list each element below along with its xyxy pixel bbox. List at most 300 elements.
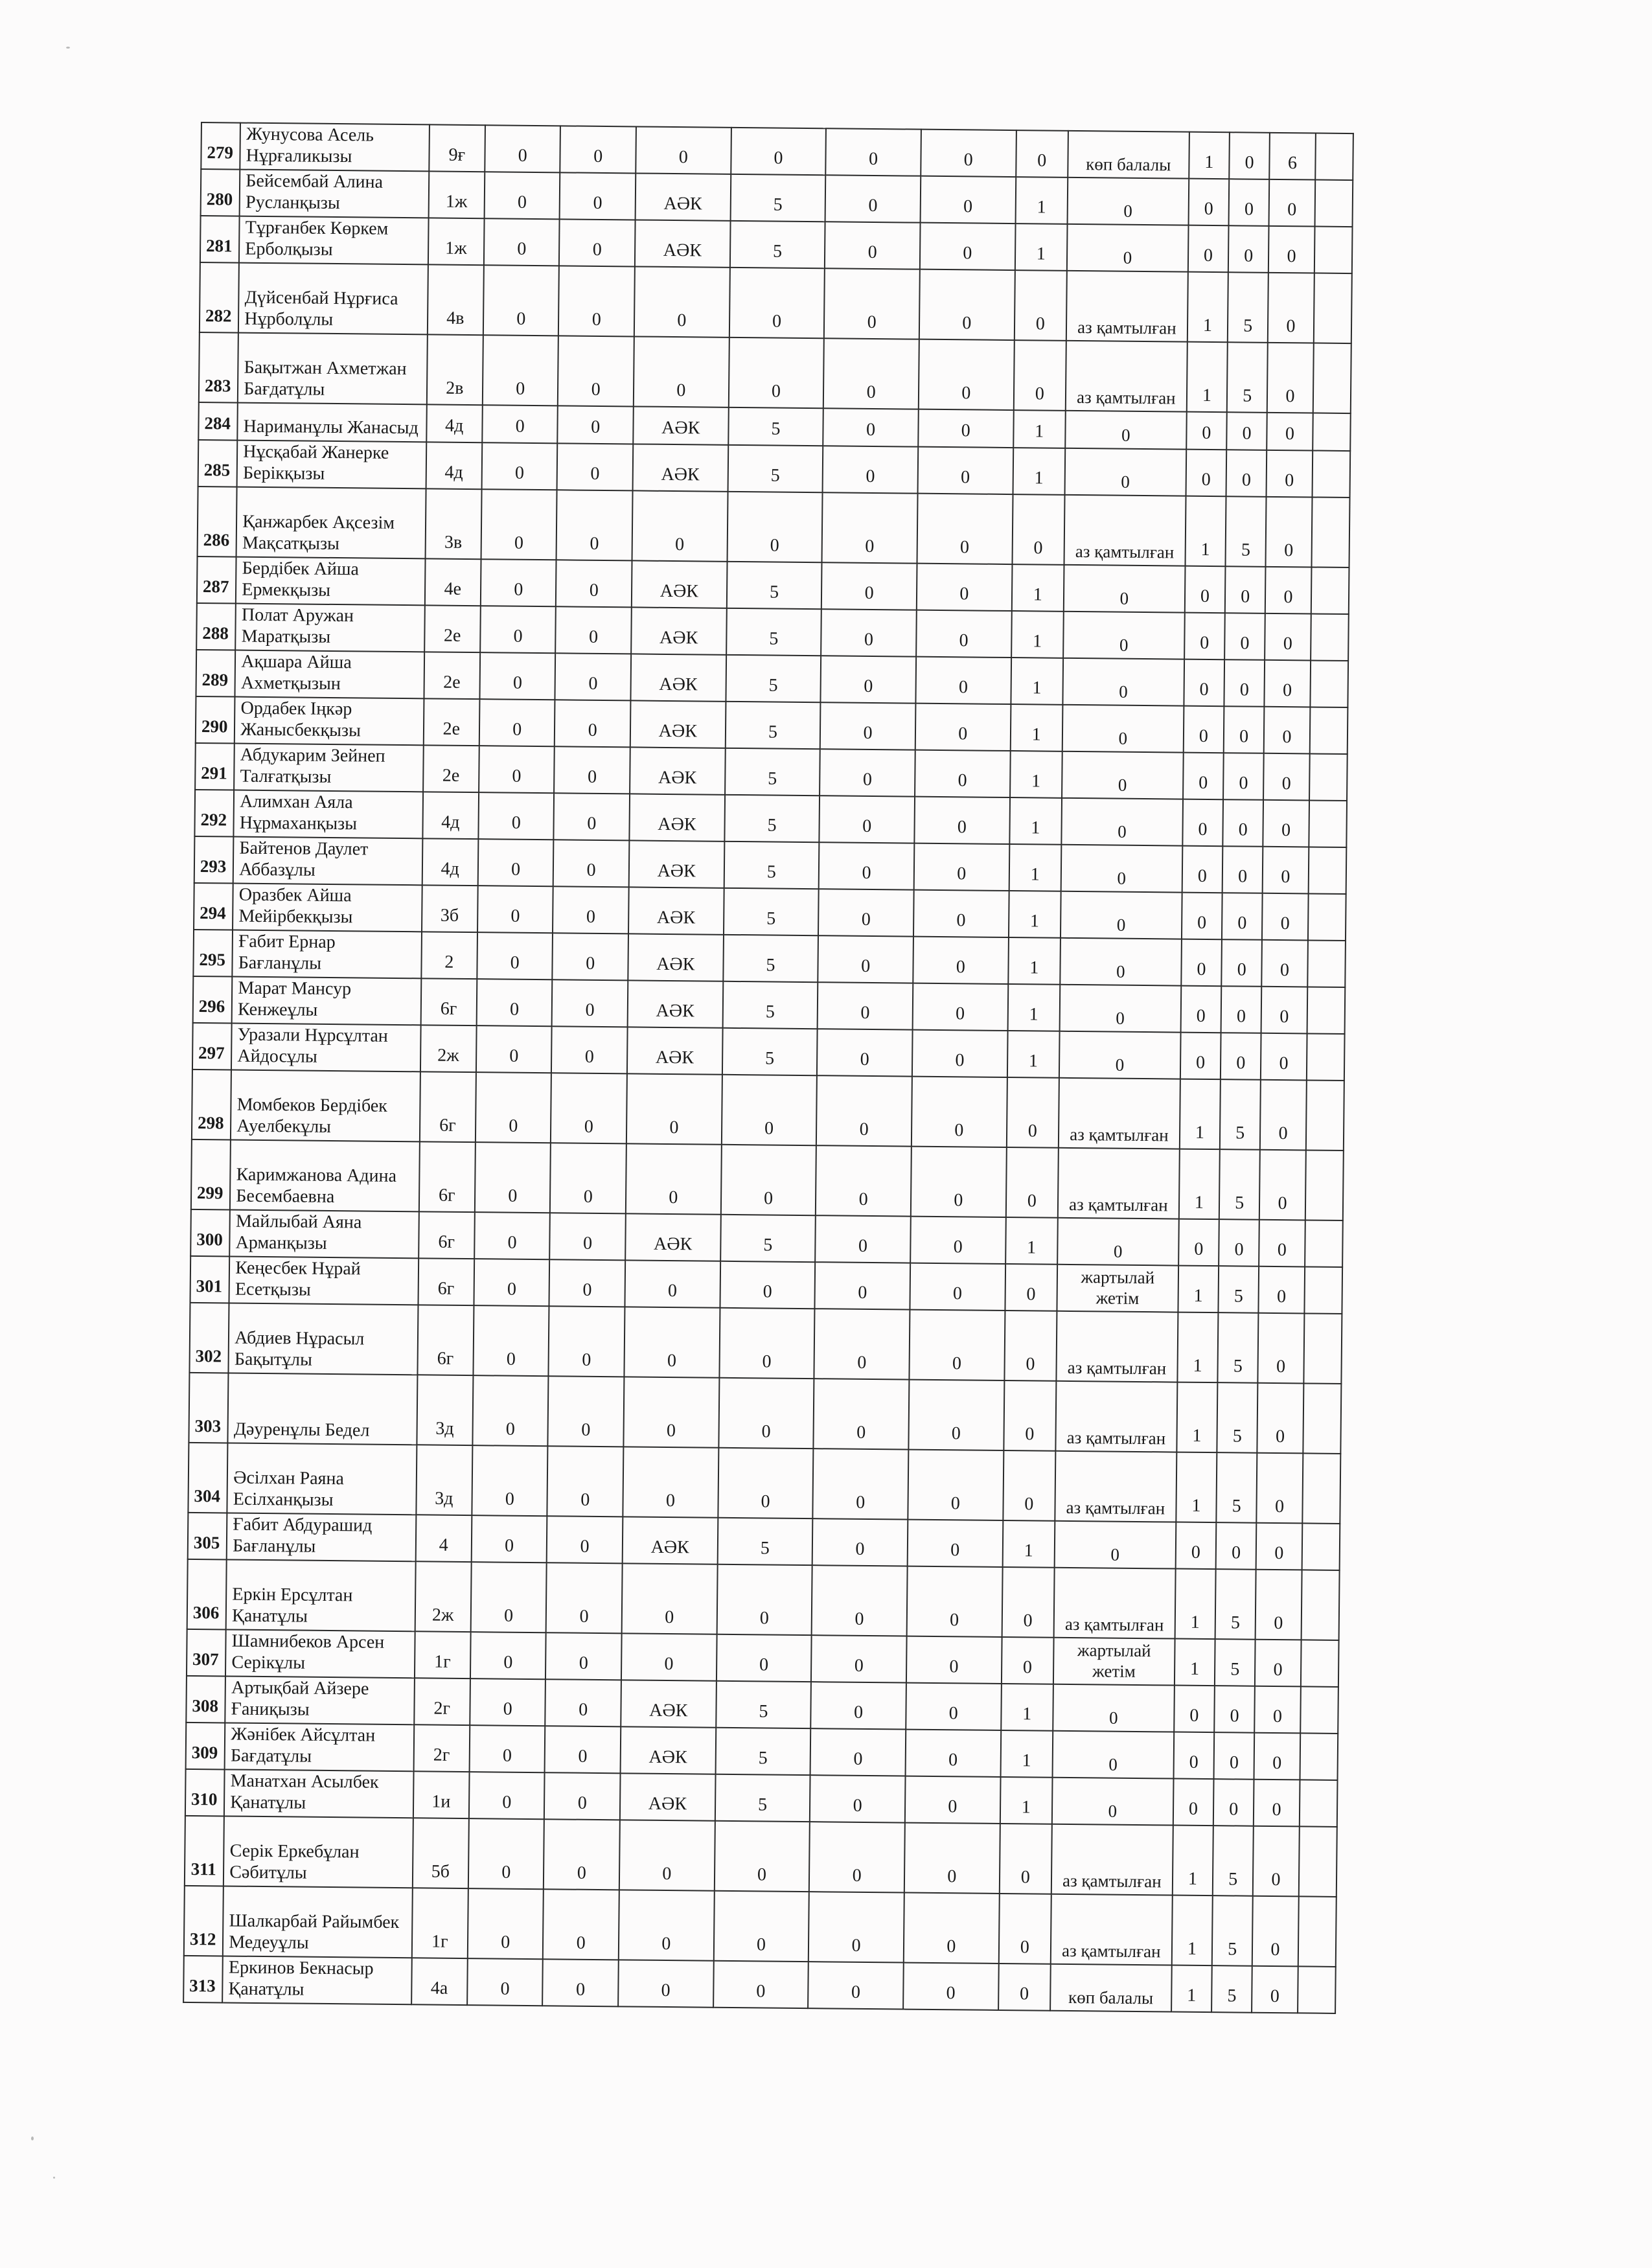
cell-col-8: 1	[1176, 1452, 1217, 1523]
cell-col-8: 0	[1175, 1522, 1216, 1570]
cell-col-4: 0	[722, 1075, 818, 1145]
cell-col-2: 0	[551, 1073, 627, 1143]
cell-col-3: АӘК	[632, 560, 727, 608]
cell-col-8: 0	[1188, 225, 1229, 273]
cell-student-name: Марат Мансур Кенжеұлы	[232, 977, 421, 1025]
cell-class: 6г	[419, 1141, 475, 1212]
cell-blank	[1305, 1220, 1343, 1267]
table-row	[187, 1559, 1340, 1640]
cell-col-5: 0	[818, 982, 913, 1029]
cell-col-1: 0	[472, 1375, 549, 1446]
cell-col-10: 0	[1254, 1733, 1300, 1780]
cell-col-10: 0	[1263, 753, 1309, 801]
cell-col-2: 0	[544, 1772, 620, 1820]
cell-col-1: 0	[483, 265, 560, 336]
cell-col-10: 0	[1268, 273, 1314, 343]
cell-col-1: 0	[473, 1305, 549, 1376]
cell-col-3: АӘК	[625, 1213, 720, 1261]
cell-col-8: 1	[1179, 1149, 1220, 1220]
cell-blank	[1307, 987, 1345, 1034]
cell-row-number: 306	[187, 1559, 227, 1630]
cell-col-2: 0	[560, 126, 636, 173]
cell-col-6: 0	[904, 1823, 1000, 1894]
cell-col-9: 0	[1224, 659, 1265, 707]
cell-row-number: 308	[186, 1676, 225, 1723]
scan-speck	[31, 2136, 34, 2140]
cell-social-status: аз қамтылған	[1054, 1568, 1176, 1639]
cell-col-2: 0	[543, 1889, 619, 1960]
table-body	[183, 122, 1353, 2013]
cell-class: 4д	[426, 404, 483, 442]
cell-social-status: аз қамтылған	[1055, 1381, 1177, 1452]
cell-col-2: 0	[560, 172, 636, 220]
cell-student-name: Абдиев Нұрасыл Бақытұлы	[229, 1303, 418, 1375]
cell-student-name: Каримжанова Адина Бесембаевна	[230, 1140, 419, 1212]
cell-col-7: 1	[1007, 984, 1060, 1031]
cell-col-9: 5	[1211, 1965, 1252, 2013]
cell-class: 4е	[424, 558, 481, 606]
cell-col-7: 0	[1003, 1450, 1055, 1521]
cell-col-8: 0	[1188, 179, 1229, 226]
cell-col-6: 0	[917, 447, 1013, 494]
cell-blank	[1303, 1313, 1342, 1384]
cell-col-10: 0	[1266, 497, 1312, 567]
cell-col-5: 0	[821, 609, 916, 656]
cell-col-9: 5	[1212, 1896, 1253, 1966]
cell-row-number: 307	[187, 1629, 226, 1677]
cell-col-8: 0	[1182, 893, 1222, 940]
cell-student-name: Артықбай Айзере Ғаниқызы	[225, 1676, 415, 1724]
cell-col-5: 0	[809, 1822, 905, 1892]
cell-row-number: 288	[196, 603, 236, 650]
cell-col-2: 0	[558, 406, 634, 444]
cell-blank	[1298, 1826, 1337, 1897]
cell-blank	[1309, 753, 1348, 801]
cell-col-8: 1	[1177, 1312, 1218, 1383]
cell-col-2: 0	[551, 1026, 627, 1073]
cell-col-8: 0	[1181, 939, 1222, 987]
cell-blank	[1309, 800, 1347, 847]
cell-col-8: 0	[1182, 846, 1222, 893]
cell-col-4: 5	[724, 795, 820, 842]
cell-blank	[1305, 1150, 1343, 1220]
cell-social-status: 0	[1061, 798, 1183, 846]
cell-social-status: 0	[1062, 751, 1184, 799]
cell-col-10: 0	[1258, 1313, 1304, 1384]
cell-row-number: 301	[190, 1256, 230, 1303]
cell-row-number: 309	[186, 1723, 225, 1770]
cell-student-name: Кеңесбек Нұрай Есетқызы	[229, 1257, 419, 1305]
cell-col-9: 0	[1229, 132, 1270, 179]
cell-col-4: 0	[729, 268, 825, 338]
cell-col-8: 0	[1173, 1732, 1214, 1780]
cell-col-2: 0	[545, 1632, 621, 1680]
cell-student-name: Дәуренұлы Бедел	[228, 1373, 417, 1445]
cell-col-2: 0	[555, 653, 631, 700]
cell-col-7: 1	[1009, 844, 1061, 891]
cell-col-1: 0	[476, 1025, 552, 1073]
cell-col-9: 0	[1228, 225, 1269, 273]
cell-col-3: АӘК	[630, 700, 726, 748]
cell-col-3: АӘК	[627, 1027, 722, 1074]
cell-row-number: 297	[192, 1023, 232, 1070]
cell-col-5: 0	[809, 1892, 904, 1962]
cell-col-4: 5	[726, 655, 821, 702]
cell-row-number: 295	[193, 930, 233, 977]
cell-col-6: 0	[915, 704, 1011, 751]
cell-col-10: 0	[1261, 1033, 1307, 1081]
cell-col-9: 5	[1226, 496, 1267, 567]
cell-col-7: 0	[1016, 130, 1068, 178]
cell-student-name: Ақшара Айша Ахметқызын	[235, 650, 424, 699]
cell-col-6: 0	[915, 750, 1010, 797]
cell-col-4: 5	[730, 174, 825, 222]
cell-col-9: 0	[1226, 450, 1267, 497]
cell-col-8: 1	[1173, 1826, 1213, 1896]
cell-col-6: 0	[911, 1147, 1007, 1217]
cell-col-1: 0	[478, 839, 554, 886]
cell-col-8: 0	[1184, 706, 1224, 753]
cell-col-3: АӘК	[635, 220, 730, 267]
cell-blank	[1307, 940, 1346, 987]
cell-col-9: 0	[1222, 893, 1263, 940]
cell-blank	[1300, 1686, 1338, 1734]
cell-student-name: Нұсқабай Жанерке Берікқызы	[237, 441, 426, 489]
cell-col-4: 5	[722, 981, 818, 1029]
cell-social-status: аз қамтылған	[1055, 1451, 1176, 1522]
cell-col-8: 0	[1180, 986, 1221, 1033]
cell-col-8: 1	[1187, 342, 1228, 413]
cell-col-9: 0	[1224, 706, 1265, 753]
cell-student-name: Шамнибеков Арсен Серікұлы	[225, 1629, 415, 1678]
table-row	[191, 1140, 1344, 1220]
cell-col-10: 0	[1257, 1453, 1303, 1524]
cell-col-1: 0	[479, 699, 555, 746]
cell-col-6: 0	[915, 657, 1011, 704]
cell-col-5: 0	[823, 446, 918, 493]
cell-col-10: 0	[1256, 1570, 1302, 1640]
cell-blank	[1311, 567, 1349, 614]
cell-col-1: 0	[478, 792, 554, 840]
cell-col-10: 0	[1267, 343, 1313, 413]
cell-col-4: 0	[728, 338, 824, 408]
cell-col-6: 0	[912, 1077, 1007, 1147]
cell-col-7: 1	[1011, 611, 1064, 658]
table-row	[198, 487, 1350, 567]
cell-blank	[1314, 227, 1352, 274]
cell-col-10: 0	[1259, 1220, 1305, 1267]
cell-col-1: 0	[469, 1772, 545, 1819]
cell-col-1: 0	[468, 1818, 545, 1889]
cell-col-7: 1	[1000, 1730, 1053, 1778]
table-row	[188, 1443, 1340, 1524]
cell-col-9: 0	[1222, 799, 1263, 847]
cell-student-name: Майлыбай Аяна Арманқызы	[229, 1210, 419, 1259]
cell-col-8: 1	[1187, 272, 1228, 343]
cell-col-8: 0	[1184, 659, 1224, 707]
cell-blank	[1311, 497, 1349, 567]
cell-col-8: 0	[1182, 799, 1223, 847]
cell-col-2: 0	[556, 606, 632, 654]
cell-student-name: Манатхан Асылбек Қанатұлы	[224, 1769, 413, 1818]
cell-col-8: 0	[1178, 1219, 1219, 1266]
cell-col-6: 0	[916, 610, 1011, 658]
cell-class: 1и	[413, 1771, 469, 1818]
table-row	[185, 1816, 1337, 1897]
cell-blank	[1313, 343, 1351, 414]
student-support-table	[183, 122, 1354, 2014]
cell-col-8: 1	[1175, 1639, 1215, 1686]
cell-col-10: 0	[1262, 893, 1308, 941]
cell-col-5: 0	[824, 268, 920, 339]
cell-blank	[1310, 660, 1348, 707]
cell-col-4: 0	[718, 1378, 814, 1449]
cell-col-7: 0	[1012, 494, 1064, 565]
cell-student-name: Еркинов Бекнасыр Қанатұлы	[222, 1956, 411, 2004]
cell-blank	[1313, 273, 1351, 344]
cell-row-number: 283	[199, 332, 238, 403]
cell-col-10: 0	[1265, 567, 1311, 614]
cell-col-4: 5	[728, 407, 823, 446]
cell-col-7: 0	[998, 1964, 1051, 2011]
cell-blank	[1308, 893, 1346, 941]
cell-class: 3в	[425, 488, 481, 559]
cell-col-5: 0	[819, 842, 914, 889]
cell-col-6: 0	[905, 1730, 1000, 1777]
cell-col-10: 0	[1252, 1896, 1298, 1967]
cell-blank	[1301, 1640, 1339, 1687]
cell-col-4: 5	[726, 608, 821, 656]
cell-col-5: 0	[812, 1565, 908, 1636]
cell-blank	[1305, 1080, 1344, 1151]
cell-social-status: 0	[1059, 1031, 1181, 1079]
cell-col-9: 5	[1218, 1266, 1259, 1313]
cell-col-9: 0	[1219, 1219, 1259, 1266]
scan-speck	[53, 2177, 55, 2179]
cell-col-7: 0	[1013, 340, 1066, 411]
cell-col-8: 0	[1186, 412, 1227, 450]
cell-student-name: Серік Еркебұлан Сәбитұлы	[224, 1816, 413, 1888]
cell-col-10: 0	[1255, 1640, 1301, 1687]
cell-col-5: 0	[814, 1309, 910, 1379]
cell-col-3: 0	[634, 336, 729, 407]
cell-col-10: 0	[1256, 1523, 1302, 1570]
cell-class: 2е	[424, 605, 481, 652]
cell-col-2: 0	[556, 490, 633, 560]
cell-col-1: 0	[485, 172, 560, 219]
cell-col-7: 0	[1002, 1567, 1054, 1638]
cell-col-4: 5	[725, 702, 820, 749]
cell-col-4: 5	[728, 445, 823, 492]
cell-class: 2г	[414, 1678, 470, 1725]
cell-col-3: АӘК	[629, 794, 724, 841]
cell-col-2: 0	[547, 1516, 623, 1563]
cell-col-7: 1	[1007, 1031, 1059, 1078]
cell-col-3: АӘК	[621, 1680, 716, 1727]
cell-col-7: 1	[1008, 937, 1061, 985]
cell-col-6: 0	[906, 1683, 1001, 1730]
cell-col-9: 0	[1214, 1686, 1255, 1733]
cell-col-7: 0	[1004, 1311, 1057, 1381]
cell-col-1: 0	[474, 1212, 550, 1259]
cell-col-5: 0	[820, 702, 915, 750]
cell-col-9: 5	[1217, 1312, 1258, 1383]
cell-social-status: 0	[1065, 411, 1186, 450]
cell-col-10: 0	[1263, 847, 1309, 894]
cell-col-5: 0	[823, 338, 919, 409]
cell-col-9: 0	[1213, 1779, 1254, 1826]
cell-blank	[1311, 613, 1349, 661]
cell-col-6: 0	[917, 494, 1013, 564]
cell-col-8: 0	[1174, 1686, 1215, 1733]
cell-col-5: 0	[812, 1518, 908, 1566]
cell-col-4: 0	[714, 1821, 810, 1892]
cell-col-8: 1	[1189, 132, 1230, 179]
cell-social-status: аз қамтылған	[1064, 495, 1186, 566]
cell-social-status: 0	[1067, 178, 1189, 225]
cell-student-name: Жәнібек Айсұлтан Бағдатұлы	[225, 1723, 414, 1771]
cell-row-number: 285	[198, 440, 238, 487]
cell-col-10: 0	[1255, 1686, 1301, 1734]
cell-class: 2ж	[420, 1025, 477, 1072]
cell-col-10: 0	[1269, 179, 1315, 227]
cell-col-7: 1	[1009, 891, 1061, 938]
cell-col-5: 0	[825, 175, 921, 222]
cell-col-1: 0	[474, 1259, 549, 1306]
cell-col-10: 0	[1259, 1150, 1305, 1220]
cell-row-number: 279	[201, 122, 240, 170]
cell-col-7: 1	[1002, 1520, 1055, 1568]
cell-col-9: 0	[1226, 412, 1267, 450]
cell-class: 1г	[411, 1888, 468, 1958]
cell-col-7: 1	[1010, 704, 1062, 751]
cell-col-8: 1	[1176, 1382, 1217, 1453]
cell-col-6: 0	[914, 797, 1009, 844]
cell-col-5: 0	[822, 492, 918, 563]
cell-col-4: 5	[723, 935, 818, 982]
cell-col-7: 0	[1002, 1637, 1054, 1684]
cell-col-3: АӘК	[633, 406, 728, 444]
cell-col-6: 0	[908, 1450, 1004, 1520]
cell-social-status: жартылай жетім	[1057, 1265, 1178, 1312]
cell-row-number: 292	[194, 790, 234, 837]
cell-col-7: 1	[1013, 448, 1065, 495]
cell-col-3: 0	[623, 1447, 718, 1517]
cell-class: 3д	[417, 1375, 473, 1445]
cell-col-2: 0	[553, 933, 628, 980]
cell-col-1: 0	[482, 405, 558, 443]
cell-col-4: 0	[720, 1261, 815, 1309]
cell-social-status: 0	[1062, 658, 1184, 706]
cell-col-8: 0	[1184, 613, 1225, 660]
cell-col-1: 0	[467, 1958, 543, 2006]
cell-col-9: 5	[1213, 1826, 1254, 1896]
cell-col-9: 5	[1220, 1079, 1261, 1150]
cell-col-6: 0	[904, 1893, 1000, 1964]
cell-col-4: 0	[720, 1145, 816, 1215]
cell-class: 2ж	[415, 1561, 471, 1632]
cell-col-1: 0	[481, 559, 556, 606]
cell-row-number: 310	[185, 1769, 225, 1816]
cell-social-status: 0	[1057, 1218, 1179, 1266]
cell-student-name: Байтенов Даулет Аббазұлы	[233, 837, 422, 886]
cell-class: 1ж	[428, 171, 485, 218]
cell-col-1: 0	[477, 979, 553, 1026]
cell-col-3: 0	[618, 1960, 713, 2007]
cell-col-5: 0	[823, 408, 919, 446]
cell-social-status: 0	[1061, 845, 1183, 893]
cell-col-9: 0	[1214, 1732, 1255, 1780]
cell-col-2: 0	[558, 266, 635, 336]
cell-col-10: 0	[1265, 613, 1311, 661]
cell-col-3: 0	[619, 1890, 715, 1960]
cell-col-8: 0	[1173, 1779, 1214, 1826]
cell-col-6: 0	[909, 1310, 1005, 1380]
cell-row-number: 281	[200, 216, 240, 263]
cell-col-3: АӘК	[620, 1773, 715, 1820]
cell-col-3: 0	[636, 126, 731, 174]
cell-col-10: 0	[1261, 987, 1307, 1034]
cell-col-7: 1	[1015, 177, 1068, 224]
cell-col-1: 0	[472, 1445, 548, 1516]
cell-social-status: аз қамтылған	[1051, 1824, 1173, 1896]
cell-col-1: 0	[470, 1678, 545, 1726]
cell-col-5: 0	[816, 1075, 912, 1146]
cell-col-5: 0	[815, 1215, 910, 1263]
cell-col-5: 0	[826, 128, 921, 176]
cell-col-1: 0	[476, 1072, 552, 1143]
cell-blank	[1313, 413, 1351, 451]
cell-col-7: 0	[1005, 1147, 1058, 1218]
cell-col-6: 0	[913, 890, 1009, 937]
cell-col-3: АӘК	[628, 887, 724, 934]
cell-col-6: 0	[906, 1636, 1002, 1684]
cell-row-number: 287	[197, 556, 236, 604]
cell-col-3: АӘК	[621, 1726, 716, 1774]
cell-col-8: 1	[1172, 1896, 1213, 1966]
cell-col-7: 0	[999, 1824, 1051, 1894]
cell-col-2: 0	[550, 1213, 626, 1260]
cell-col-6: 0	[920, 223, 1015, 270]
cell-col-1: 0	[480, 606, 556, 653]
cell-col-4: 0	[717, 1564, 812, 1635]
cell-col-2: 0	[553, 840, 629, 887]
cell-col-3: 0	[632, 490, 728, 561]
cell-col-2: 0	[550, 1143, 626, 1213]
cell-row-number: 294	[194, 883, 233, 930]
cell-class: 4в	[427, 264, 483, 335]
cell-col-5: 0	[808, 1962, 903, 2009]
cell-class: 6г	[419, 1071, 476, 1142]
cell-col-1: 0	[475, 1142, 551, 1213]
cell-col-8: 0	[1185, 566, 1226, 613]
cell-col-2: 0	[545, 1726, 621, 1773]
cell-blank	[1309, 707, 1348, 754]
cell-social-status: аз қамтылған	[1066, 271, 1188, 342]
cell-student-name: Бейсембай Алина Русланқызы	[240, 170, 429, 218]
cell-col-5: 0	[811, 1635, 906, 1682]
cell-col-2: 0	[557, 443, 633, 490]
cell-social-status: 0	[1053, 1684, 1175, 1732]
cell-social-status: 0	[1052, 1731, 1174, 1779]
cell-col-6: 0	[908, 1520, 1003, 1567]
cell-col-5: 0	[815, 1262, 910, 1309]
cell-blank	[1308, 847, 1346, 894]
cell-col-9: 0	[1225, 566, 1266, 613]
cell-social-status: аз қамтылған	[1051, 1894, 1173, 1965]
cell-class: 4	[415, 1515, 472, 1562]
cell-col-7: 1	[1001, 1684, 1053, 1731]
